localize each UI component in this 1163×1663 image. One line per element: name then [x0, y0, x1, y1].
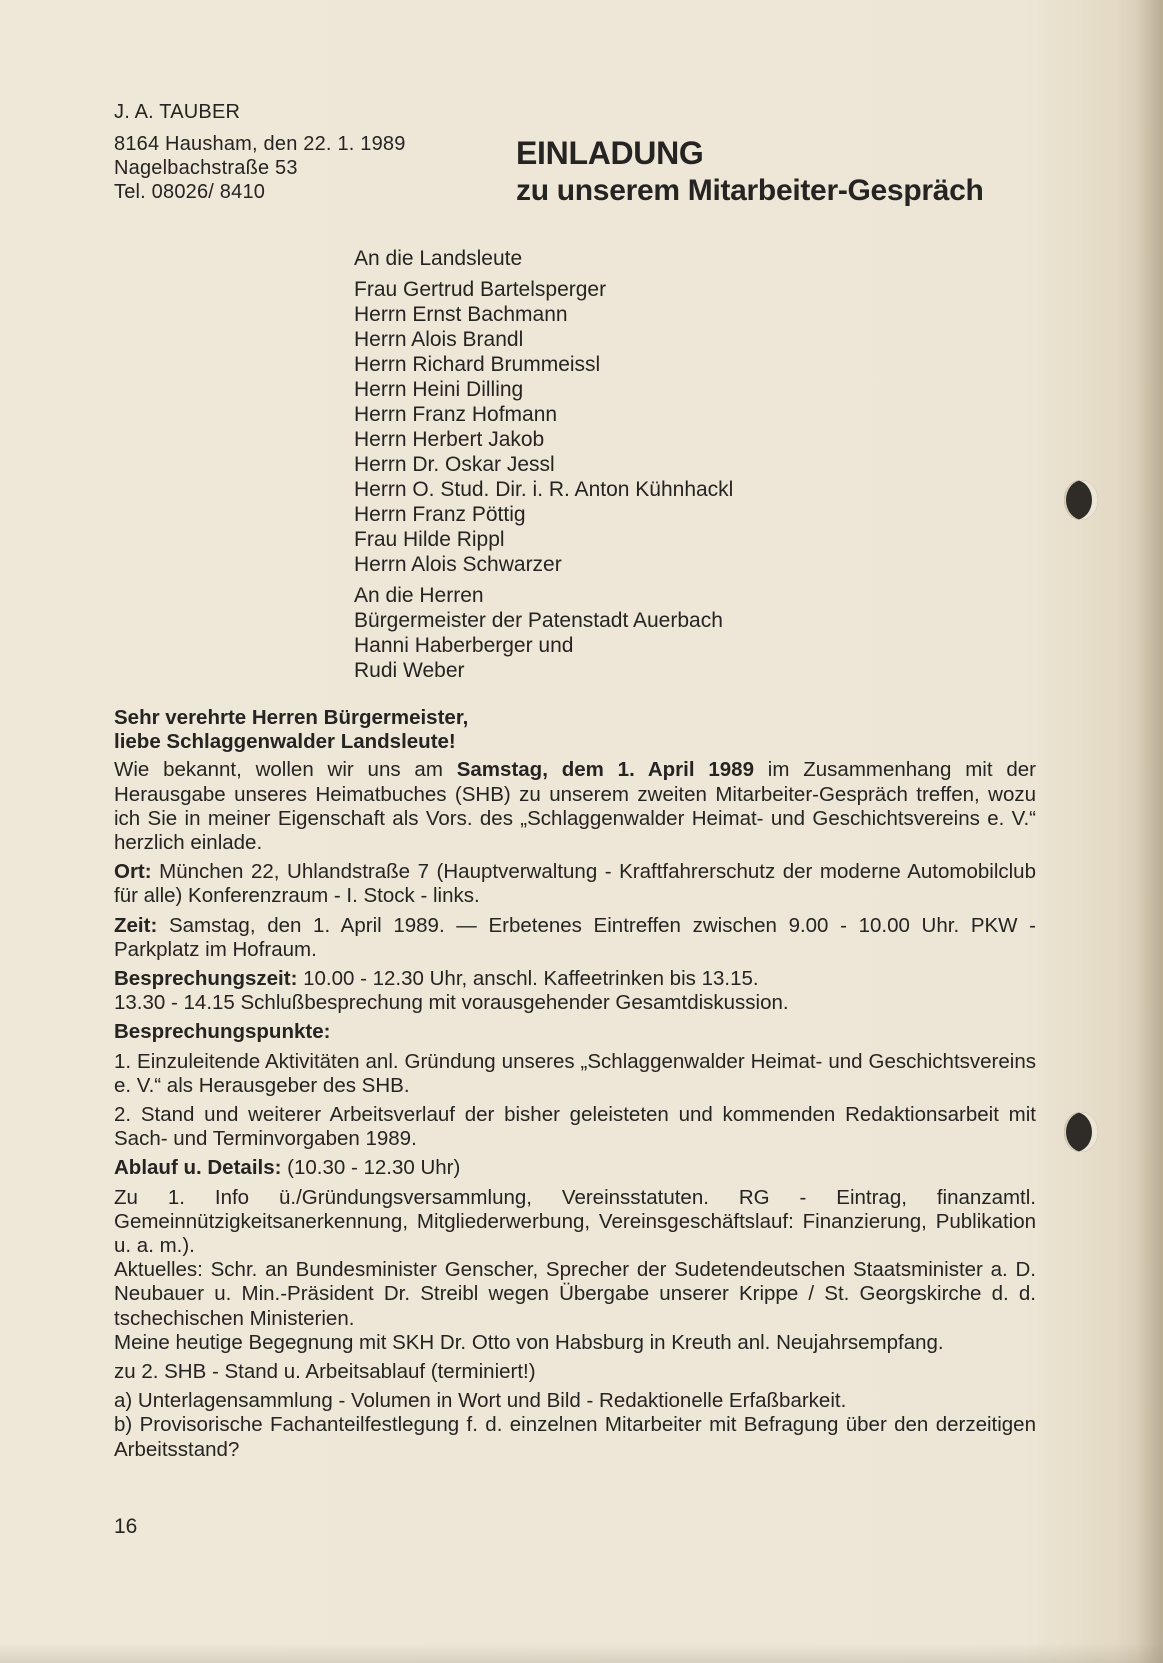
- recipient-item: Herrn Ernst Bachmann: [354, 303, 568, 326]
- recipients-greeting-2: An die Herren: [354, 584, 484, 607]
- recipient-item: Frau Hilde Rippl: [354, 528, 505, 551]
- recipient-item: Herrn Franz Hofmann: [354, 403, 558, 426]
- letter-body: [114, 706, 1036, 1467]
- recipient-item: Herrn Alois Brandl: [354, 328, 524, 351]
- zeit-text: Samstag, den 1. April 1989. — Erbetenes Eintreffen zwischen 9.00 - 10.00 Uhr. PKW - Parkplatz im Hofraum.: [114, 913, 1036, 961]
- begegnung-paragraph: Meine heutige Begegnung mit SKH Dr. Otto von Habsburg in Kreuth anl. Neujahrsempfang.: [114, 1330, 944, 1354]
- punkt-1: 1. Einzuleitende Aktivitäten anl. Gründung unseres „Schlaggenwalder Heimat- und Geschichtsvereins e. V.“ als Herausgeber des SHB.: [114, 1049, 1036, 1097]
- document-subtitle: zu unserem Mitarbeiter-Gespräch: [516, 174, 984, 207]
- besprechungszeit-text: 10.00 - 12.30 Uhr, anschl. Kaffeetrinken bis 13.15.: [297, 967, 759, 991]
- sender-place-date: 8164 Hausham, den 22. 1. 1989: [114, 133, 406, 155]
- document-title: EINLADUNG: [516, 135, 704, 171]
- recipients-greeting: An die Landsleute: [354, 247, 523, 270]
- punch-hole-bottom: [1064, 1112, 1098, 1152]
- salutation-line-1: Sehr verehrte Herren Bürgermeister,: [114, 706, 469, 729]
- ort-label: Ort:: [114, 860, 152, 884]
- intro-post: im Zusammenhang mit der Herausgabe unseres Heimatbuches (SHB) zu unserem zweiten Mitarbeiter-Gespräch treffen, wozu ich Sie in meiner Eigenschaft als Vors. des „Schlaggenwalder Heimat- und Geschichtsvereins e. V.“ herzlich einlade.: [114, 758, 1036, 855]
- recipient-item: Bürgermeister der Patenstadt Auerbach: [354, 609, 723, 632]
- page-edge-shadow: [1137, 0, 1163, 1663]
- recipient-item: Rudi Weber: [354, 659, 465, 682]
- recipient-item: Herrn Dr. Oskar Jessl: [354, 453, 555, 476]
- recipient-item: Herrn Richard Brummeissl: [354, 353, 601, 376]
- salutation: [114, 706, 1036, 754]
- recipients-block: [354, 246, 733, 683]
- ablauf-text: (10.30 - 12.30 Uhr): [281, 1156, 461, 1180]
- document-heading: [516, 134, 984, 210]
- punkt-2: 2. Stand und weiterer Arbeitsverlauf der bisher geleisteten und kommenden Redaktionsarbeit mit Sach- und Terminvorgaben 1989.: [114, 1103, 1036, 1151]
- ablauf-label: Ablauf u. Details:: [114, 1156, 282, 1180]
- zeit-label: Zeit:: [114, 913, 158, 937]
- recipient-item: Herrn Herbert Jakob: [354, 428, 545, 451]
- page-bottom-shadow: [0, 1643, 1163, 1663]
- zu-2-paragraph: zu 2. SHB - Stand u. Arbeitsablauf (terminiert!): [114, 1360, 536, 1384]
- item-a: a) Unterlagensammlung - Volumen in Wort und Bild - Redaktionelle Erfaßbarkeit.: [114, 1389, 847, 1413]
- item-b: b) Provisorische Fachanteilfestlegung f. d. einzelnen Mitarbeiter mit Befragung über den derzeitigen Arbeitsstand?: [114, 1413, 1036, 1461]
- sender-name: J. A. TAUBER: [114, 101, 241, 123]
- zeit-paragraph: [114, 914, 1036, 962]
- recipient-item: Herrn Heini Dilling: [354, 378, 524, 401]
- ort-text: München 22, Uhlandstraße 7 (Hauptverwaltung - Kraftfahrerschutz der moderne Automobilclub für alle) Konferenzraum - I. Stock - links.: [114, 860, 1036, 908]
- recipient-item: Herrn O. Stud. Dir. i. R. Anton Kühnhackl: [354, 478, 734, 501]
- aktuelles-paragraph: Aktuelles: Schr. an Bundesminister Genscher, Sprecher der Sudetendeutschen Staatsminister a. D. Neubauer u. Min.-Präsident Dr. Streibl wegen Übergabe unserer Krippe / St. Georgskirche d. d. tschechischen Ministerien.: [114, 1258, 1036, 1330]
- recipient-item: Frau Gertrud Bartelsperger: [354, 278, 607, 301]
- ort-paragraph: [114, 860, 1036, 908]
- punkte-heading: Besprechungspunkte:: [114, 1020, 331, 1044]
- recipient-item: Hanni Haberberger und: [354, 634, 574, 657]
- sender-street: Nagelbachstraße 53: [114, 157, 298, 179]
- ablauf-paragraph: [114, 1156, 1036, 1180]
- besprechungszeit-paragraph: [114, 967, 1036, 1015]
- recipient-item: Herrn Alois Schwarzer: [354, 553, 562, 576]
- salutation-line-2: liebe Schlaggenwalder Landsleute!: [114, 730, 456, 754]
- sender-phone: Tel. 08026/ 8410: [114, 181, 266, 203]
- zu-1-paragraph: Zu 1. Info ü./Gründungsversammlung, Vereinsstatuten. RG - Eintrag, finanzamtl. Gemeinnützigkeitsanerkennung, Mitgliederwerbung, Vereinsgeschäftslauf: Finanzierung, Publikation u. a. m.).: [114, 1185, 1036, 1258]
- recipient-item: Herrn Franz Pöttig: [354, 503, 526, 526]
- intro-date: Samstag, dem 1. April 1989: [456, 758, 754, 782]
- intro-paragraph: [114, 758, 1036, 855]
- intro-pre: Wie bekannt, wollen wir uns am: [114, 758, 457, 782]
- besprechungszeit-line-2: 13.30 - 14.15 Schlußbesprechung mit vorausgehender Gesamtdiskussion.: [114, 991, 789, 1015]
- besprechungszeit-label: Besprechungszeit:: [114, 967, 298, 991]
- page-number: 16: [114, 1515, 138, 1538]
- sender-block: [114, 100, 406, 204]
- punch-hole-top: [1064, 480, 1098, 520]
